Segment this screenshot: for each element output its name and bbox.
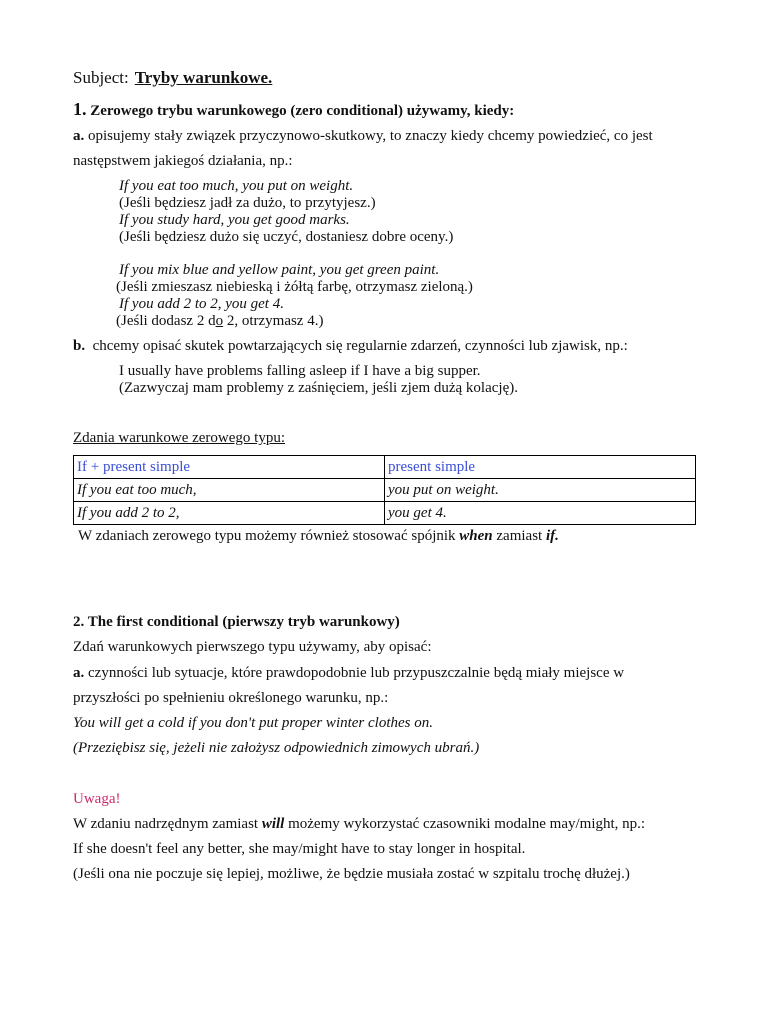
modal-note bbox=[73, 815, 645, 833]
section2-a-line2: przyszłości po spełnieniu określonego warunku, np.: bbox=[73, 690, 389, 706]
translation-line bbox=[116, 312, 323, 330]
example-line: If you study hard, you get good marks. bbox=[119, 212, 350, 228]
translation-part: (Jeśli dodasz 2 d bbox=[116, 313, 216, 329]
translation-line: (Jeśli będziesz jadł za dużo, to przytyjesz.) bbox=[119, 195, 376, 211]
section2-a-line1 bbox=[73, 664, 624, 682]
section1-b-text: chcemy opisać skutek powtarzających się regularnie zdarzeń, czynności lub zjawisk, np.: bbox=[92, 338, 628, 354]
translation-line: (Zazwyczaj mam problemy z zaśnięciem, jeśli zjem dużą kolację). bbox=[119, 380, 518, 396]
example-line: If she doesn't feel any better, she may/might have to stay longer in hospital. bbox=[73, 841, 526, 857]
conditional-table bbox=[73, 455, 696, 525]
note-text: zamiast bbox=[492, 528, 546, 544]
warning-label: Uwaga! bbox=[73, 791, 121, 807]
table-row bbox=[74, 479, 696, 502]
table-caption: Zdania warunkowe zerowego typu: bbox=[73, 430, 286, 446]
table-cell: you get 4. bbox=[385, 502, 696, 525]
note-if: if. bbox=[545, 528, 559, 544]
translation-line: (Jeśli ona nie poczuje się lepiej, możliwe, że będzie musiała zostać w szpitalu trochę dłużej.) bbox=[73, 866, 630, 882]
note-text: W zdaniu nadrzędnym zamiast bbox=[73, 816, 262, 832]
note-text: W zdaniach zerowego typu możemy również stosować spójnik bbox=[78, 528, 460, 544]
when-note bbox=[78, 527, 559, 545]
table-cell: If you add 2 to 2, bbox=[74, 502, 385, 525]
translation-part: 2, otrzymasz 4.) bbox=[223, 313, 324, 329]
underlined-letter: o bbox=[215, 313, 224, 329]
note-when: when bbox=[459, 528, 493, 544]
section1-heading-text: Zerowego trybu warunkowego (zero conditional) używamy, kiedy: bbox=[90, 103, 515, 119]
example-line: If you mix blue and yellow paint, you get green paint. bbox=[119, 262, 440, 278]
translation-line: (Przeziębisz się, jeżeli nie założysz odpowiednich zimowych ubrań.) bbox=[73, 740, 480, 756]
table-cell: you put on weight. bbox=[385, 479, 696, 502]
example-line: If you eat too much, you put on weight. bbox=[119, 178, 354, 194]
section1-number: 1. bbox=[73, 99, 87, 119]
section1-heading bbox=[73, 100, 514, 120]
note-text: możemy wykorzystać czasowniki modalne may/might, np.: bbox=[284, 816, 646, 832]
example-line: I usually have problems falling asleep if I have a big supper. bbox=[119, 363, 481, 379]
section1-b-line bbox=[73, 337, 628, 355]
translation-line: (Jeśli zmieszasz niebieską i żółtą farbę, otrzymasz zieloną.) bbox=[116, 279, 473, 295]
section1-a-marker: a. bbox=[73, 128, 85, 144]
table-row bbox=[74, 502, 696, 525]
subject-label: Subject: bbox=[73, 68, 129, 87]
table-header-cell: If + present simple bbox=[74, 456, 385, 479]
table-header-cell: present simple bbox=[385, 456, 696, 479]
section2-intro: Zdań warunkowych pierwszego typu używamy, aby opisać: bbox=[73, 639, 432, 655]
subject-line bbox=[73, 69, 272, 87]
note-will: will bbox=[261, 816, 285, 832]
section2-a-marker: a. bbox=[73, 665, 85, 681]
example-line: You will get a cold if you don't put proper winter clothes on. bbox=[73, 715, 434, 731]
section1-a-text-1: opisujemy stały związek przyczynowo-skutkowy, to znaczy kiedy chcemy powiedzieć, co jest bbox=[88, 128, 653, 144]
subject-title: Tryby warunkowe. bbox=[134, 68, 273, 87]
table-header-row bbox=[74, 456, 696, 479]
section2-heading: 2. The first conditional (pierwszy tryb warunkowy) bbox=[73, 614, 400, 630]
section1-a-line1 bbox=[73, 127, 653, 145]
table-cell: If you eat too much, bbox=[74, 479, 385, 502]
example-line: If you add 2 to 2, you get 4. bbox=[119, 296, 284, 312]
section1-a-line2: następstwem jakiegoś działania, np.: bbox=[73, 153, 293, 169]
section2-a-text-1: czynności lub sytuacje, które prawdopodobnie lub przypuszczalnie będą miały miejsce w bbox=[88, 665, 625, 681]
translation-line: (Jeśli będziesz dużo się uczyć, dostaniesz dobre oceny.) bbox=[119, 229, 454, 245]
section1-b-marker: b. bbox=[73, 338, 86, 354]
